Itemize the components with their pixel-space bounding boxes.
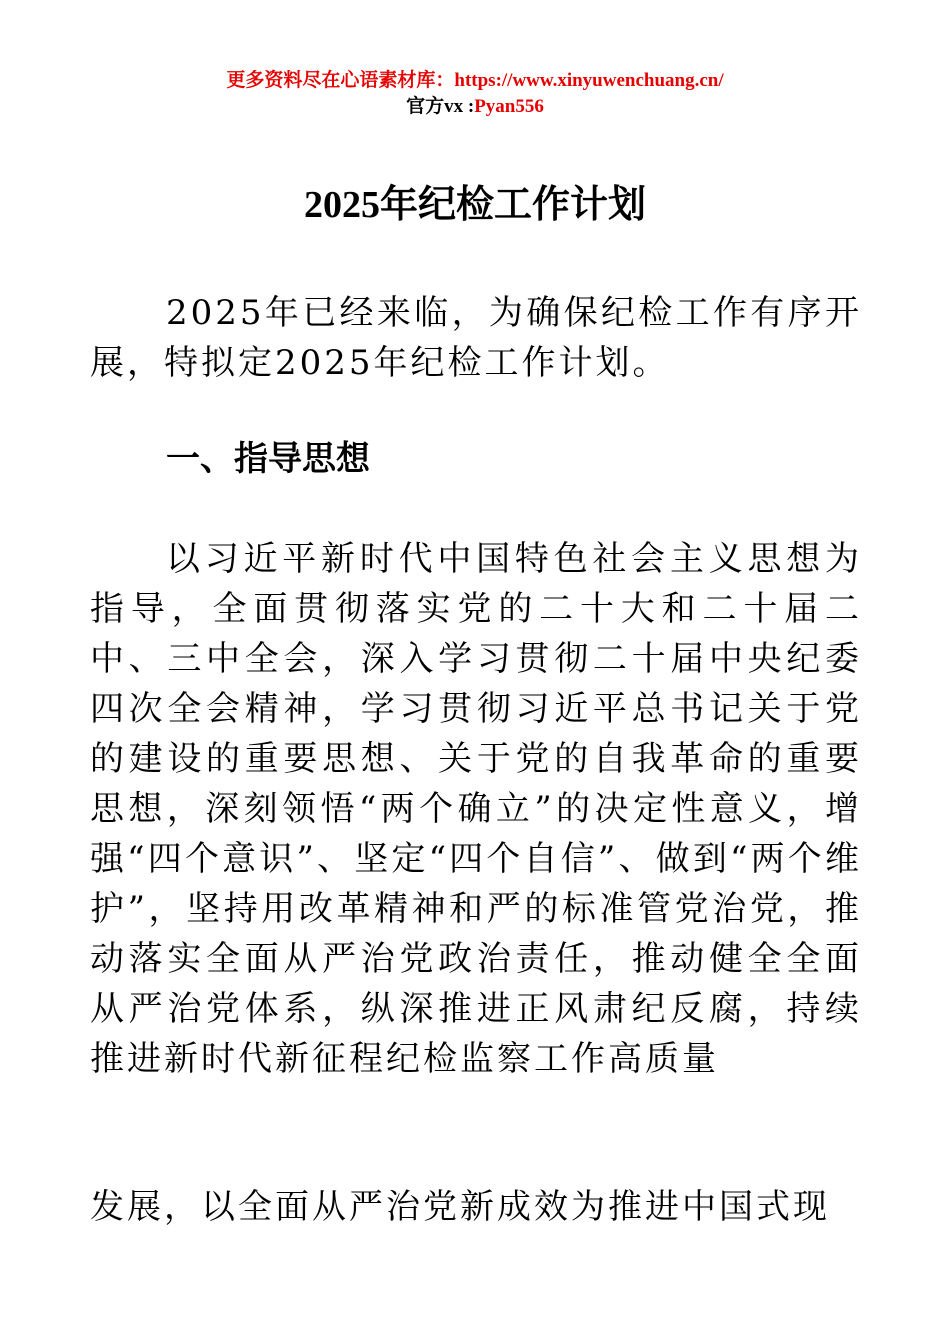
page-header (0, 68, 950, 120)
header-vx-label: 官方vx : (406, 96, 475, 117)
document-title: 2025年纪检工作计划 (303, 184, 646, 226)
continuation-paragraph: 发展，以全面从严治党新成效为推进中国式现 (90, 1187, 830, 1227)
header-promo-label: 更多资料尽在心语素材库： (226, 70, 455, 91)
header-vx-id: Pyan556 (474, 96, 544, 117)
guiding-ideology-paragraph: 以习近平新时代中国特色社会主义思想为指导，全面贯彻落实党的二十大和二十届二中、三中全会，深入学习贯彻二十届中央纪委四次全会精神，学习贯彻习近平总书记关于党的建设的重要思想、关于党的自我革命的重要思想，深刻领悟“两个确立”的决定性意义，增强“四个意识”、坚定“四个自信”、做到“两个维护”，坚持用改革精神和严的标准管党治党，推动落实全面从严治党政治责任，推动健全全面从严治党体系，纵深推进正风肃纪反腐，持续推进新时代新征程纪检监察工作高质量 (90, 539, 862, 1079)
header-line-2 (0, 94, 950, 120)
header-line-1 (0, 68, 950, 94)
header-url[interactable]: https://www.xinyuwenchuang.cn/ (454, 70, 724, 91)
intro-paragraph: 2025年已经来临，为确保纪检工作有序开展，特拟定2025年纪检工作计划。 (90, 293, 862, 383)
section-heading-guiding-ideology: 一、指导思想 (166, 439, 370, 479)
